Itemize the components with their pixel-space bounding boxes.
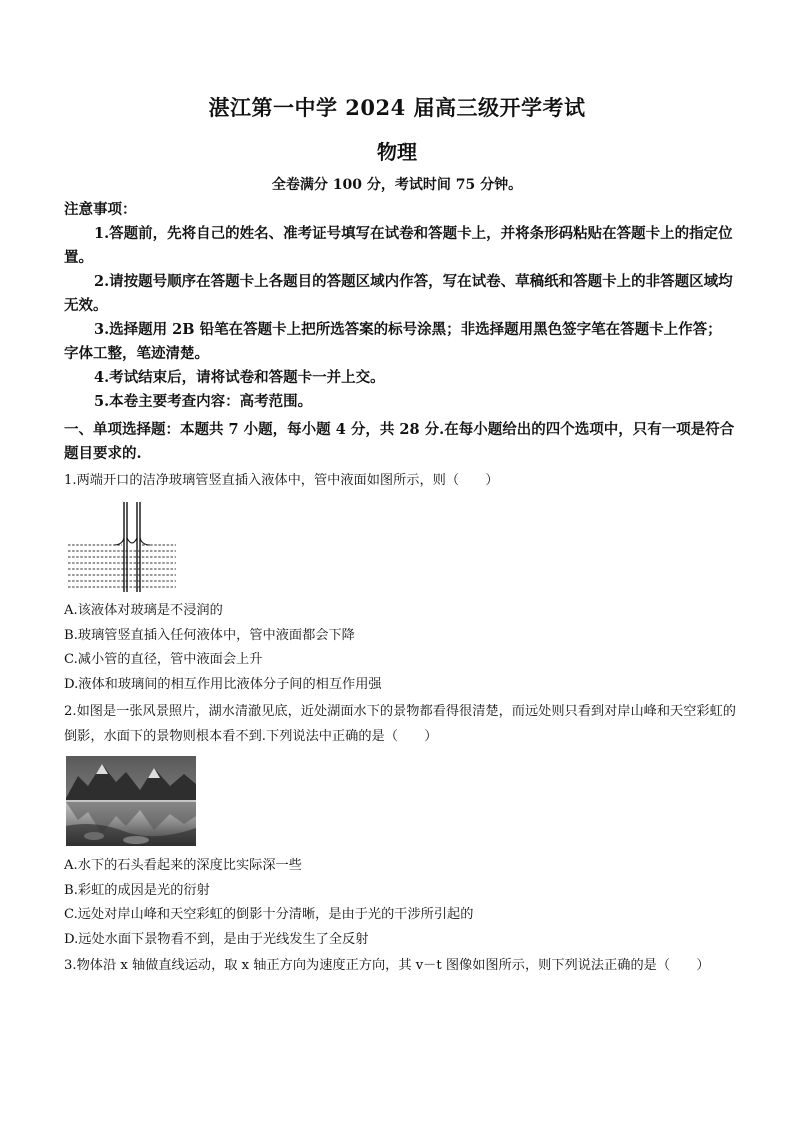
option-d: D.远处水面下景物看不到，是由于光线发生了全反射	[64, 931, 369, 947]
lake-landscape-photo	[66, 756, 196, 846]
option-a: A.水下的石头看起来的深度比实际深一些	[64, 858, 302, 873]
option-c: C.远处对岸山峰和天空彩虹的倒影十分清晰，是由于光的干涉所引起的	[64, 907, 474, 923]
exam-title: 湛江第一中学 2024 届高三级开学考试	[208, 95, 586, 120]
note-item: 4.考试结束后，请将试卷和答题卡一并上交。	[94, 369, 385, 386]
note-item: 2.请按题号顺序在答题卡上各题目的答题区域内作答，写在试卷、草稿纸和答题卡上的非答题区域均无效。	[64, 273, 733, 314]
question-3-stem	[64, 954, 736, 979]
question-2-options	[64, 854, 736, 952]
option-a: A.该液体对玻璃是不浸润的	[64, 603, 223, 618]
capillary-tube-figure	[66, 500, 178, 594]
notes-title: 注意事项：	[64, 201, 137, 218]
section-heading: 一、单项选择题：本题共 7 小题，每小题 4 分，共 28 分.在每小题给出的四个选项中，只有一项是符合题目要求的.	[64, 421, 735, 462]
meniscus-outer-right	[140, 538, 150, 545]
note-item: 1.答题前，先将自己的姓名、准考证号填写在试卷和答题卡上，并将条形码粘贴在答题卡上的指定位置。	[64, 225, 733, 266]
meniscus-inner	[127, 538, 137, 543]
exam-meta: 全卷满分 100 分，考试时间 75 分钟。	[271, 177, 523, 193]
meniscus-outer-left	[114, 538, 124, 545]
notes-list	[64, 222, 736, 414]
question-1-stem	[64, 469, 736, 494]
question-stem: 1.两端开口的洁净玻璃管竖直插入液体中，管中液面如图所示，则（ ）	[64, 473, 499, 488]
liquid-surface	[68, 545, 176, 587]
option-b: B.彩虹的成因是光的衍射	[64, 882, 210, 898]
question-1-options	[64, 599, 736, 697]
note-item: 5.本卷主要考查内容：高考范围。	[94, 393, 313, 410]
note-item: 3.选择题用 2B 铅笔在答题卡上把所选答案的标号涂黑；非选择题用黑色签字笔在答题卡上作答；字体工整，笔迹清楚。	[64, 321, 722, 362]
question-2-stem	[64, 700, 736, 749]
exam-subject: 物理	[377, 140, 417, 164]
glass-tube	[124, 502, 140, 592]
option-b: B.玻璃管竖直插入任何液体中，管中液面都会下降	[64, 627, 355, 643]
question-stem: 2.如图是一张风景照片，湖水清澈见底，近处湖面水下的景物都看得很清楚，而远处则只看到对岸山峰和天空彩虹的倒影，水面下的景物则根本看不到.下列说法中正确的是（ ）	[64, 704, 736, 744]
option-d: D.液体和玻璃间的相互作用比液体分子间的相互作用强	[64, 676, 382, 692]
option-c: C.减小管的直径，管中液面会上升	[64, 652, 263, 668]
question-stem: 3.物体沿 x 轴做直线运动，取 x 轴正方向为速度正方向，其 v－t 图像如图所示，则下列说法正确的是（ ）	[64, 958, 710, 973]
